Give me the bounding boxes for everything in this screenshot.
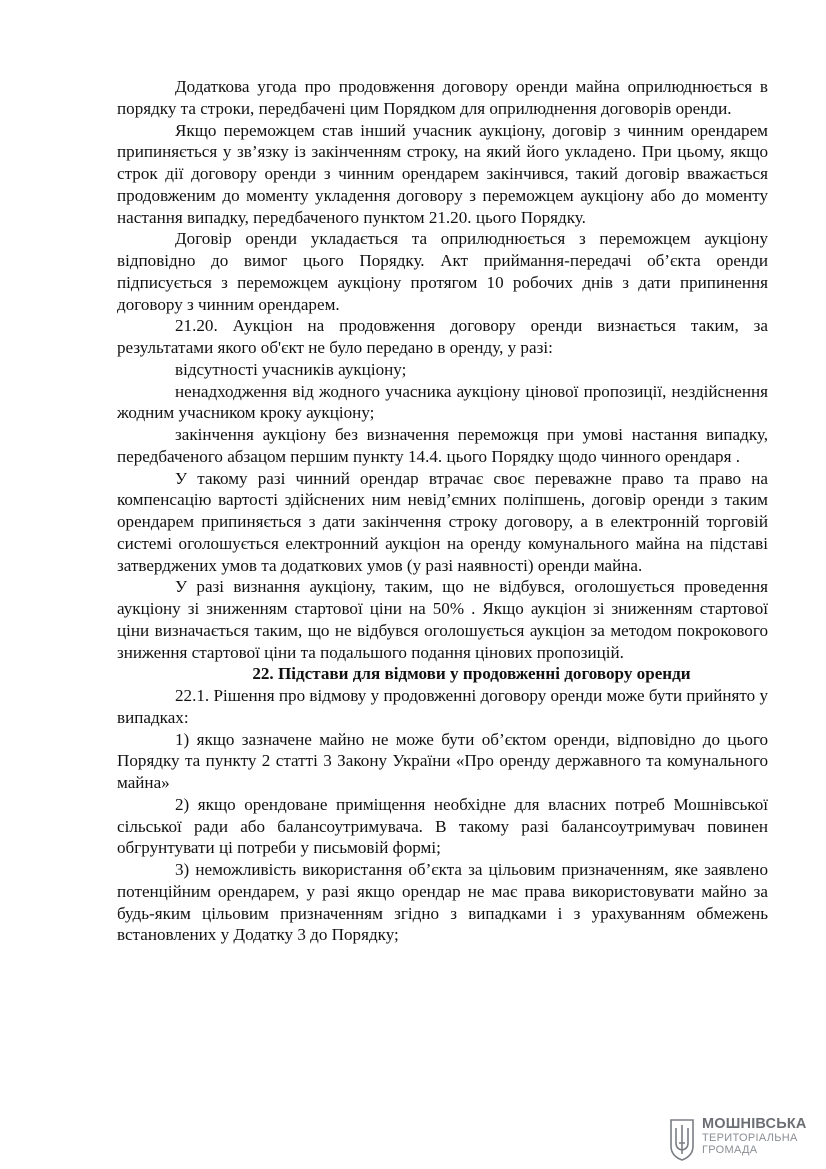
- paragraph: 22.1. Рішення про відмову у продовженні договору оренди може бути прийнято у випадках:: [117, 686, 768, 727]
- paragraph: ненадходження від жодного учасника аукціону цінової пропозиції, нездійснення жодним учасником кроку аукціону;: [117, 381, 768, 423]
- paragraph: Якщо переможцем став інший учасник аукціону, договір з чинним орендарем припиняється у зв’язку із закінченням строку, на який його укладено. При цьому, якщо строк дії договору оренди з чинним орендарем закінчився, такий договір вважається продовженим до моменту укладення договору з переможцем аукціону або до моменту настання випадку, передбаченого пунктом 21.20. цього Порядку.: [117, 120, 768, 227]
- logo-name: МОШНІВСЬКА: [702, 1116, 807, 1132]
- document-page: [117, 76, 768, 946]
- paragraph: Договір оренди укладається та оприлюднюється з переможцем аукціону відповідно до вимог цього Порядку. Акт приймання-передачі об’єкта оренди підписується з переможцем аукціону протягом 10 робочих днів з дати припинення договору з чинним орендарем.: [117, 229, 768, 314]
- paragraph: 2) якщо орендоване приміщення необхідне для власних потреб Мошнівської сільської ради або балансоутримувача. В такому разі балансоутримувач повинен обгрунтувати ці потреби у письмовій формі;: [117, 794, 768, 858]
- paragraph: У такому разі чинний орендар втрачає своє переважне право та право на компенсацію вартості здійснених ним невід’ємних поліпшень, договір оренди з таким орендарем припиняється з дати закінчення строку договору, а в електронній торговій системі оголошується електронний аукціон на оренду комунального майна на підставі затверджених умов та додаткових умов (у разі наявності) оренди майна.: [117, 468, 768, 575]
- logo-subtitle: ГРОМАДА: [702, 1144, 758, 1156]
- paragraph: відсутності учасників аукціону;: [175, 359, 407, 379]
- paragraph: 3) неможливість використання об’єкта за цільовим призначенням, яке заявлено потенційним орендарем, у разі якщо орендар не має права використовувати майно за будь-яким цільовим призначенням згідно з випадками і з урахуванням обмежень встановлених у Додатку 3 до Порядку;: [117, 860, 768, 945]
- logo-subtitle: ТЕРИТОРІАЛЬНА: [702, 1132, 798, 1144]
- trident-icon: [668, 1116, 696, 1162]
- paragraph: У разі визнання аукціону, таким, що не відбувся, оголошується проведення аукціону зі зниженням стартової ціни на 50% . Якщо аукціон зі зниженням стартової ціни визначається таким, що не відбувся оголошується аукціон за методом покрокового зниження стартової ціни та подальшого подання цінових пропозицій.: [117, 577, 768, 662]
- section-heading: 22. Підстави для відмови у продовженні договору оренди: [252, 664, 691, 684]
- paragraph: 21.20. Аукціон на продовження договору оренди визнається таким, за результатами якого об'єкт не було передано в оренду, у разі:: [117, 316, 768, 357]
- community-logo: [668, 1116, 808, 1162]
- paragraph: 1) якщо зазначене майно не може бути об’єктом оренди, відповідно до цього Порядку та пункту 2 статті 3 Закону України «Про оренду державного та комунального майна»: [117, 729, 768, 792]
- paragraph: закінчення аукціону без визначення переможця при умові настання випадку, передбаченого абзацом першим пункту 14.4. цього Порядку щодо чинного орендаря .: [117, 425, 768, 466]
- paragraph: Додаткова угода про продовження договору оренди майна оприлюднюється в порядку та строки, передбачені цим Порядком для оприлюднення договорів оренди.: [117, 77, 768, 118]
